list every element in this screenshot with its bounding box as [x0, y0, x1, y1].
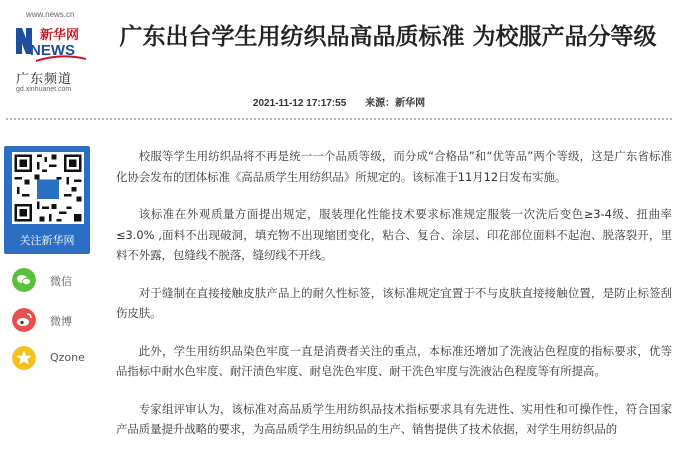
qzone-star-icon	[12, 346, 36, 370]
publish-datetime: 2021-11-12 17:17:55	[252, 98, 347, 109]
qr-code	[12, 152, 84, 224]
logo-brand-en: NEWS	[30, 42, 75, 59]
logo-url: www.news.cn	[26, 10, 75, 19]
follow-caption: 关注新华网	[19, 234, 75, 247]
qr-code-icon	[12, 152, 84, 224]
article-source: 来源：新华网	[365, 98, 426, 109]
header-divider	[6, 118, 672, 120]
wechat-icon	[12, 268, 36, 292]
logo-brand-cn: 新华网	[40, 28, 80, 43]
article-paragraph: 专家组评审认为，该标准对高品质学生用纺织品技术指标要求具有先进性、实用性和可操作性，符合国家产品质量提升战略的要求，为高品质学生用纺织品的生产、销售提供了技术依据，对学生用纺织品的	[116, 401, 672, 436]
article-paragraph: 此外，学生用纺织品染色牢度一直是消费者关注的重点，本标准还增加了洗液沾色程度的指标要求，优等品指标中耐水色牢度、耐汗渍色牢度、耐皂洗色牢度、耐干洗色牢度与洗液沾色程度等有所提高。	[116, 343, 672, 378]
share-qzone-button[interactable]	[12, 346, 102, 374]
channel-name: 广东频道	[16, 72, 73, 87]
logo-swoosh-icon	[36, 55, 86, 63]
article-title: 广东出台学生用纺织品高品质标准 为校服产品分等级	[119, 24, 657, 50]
article-paragraph: 对于缝制在直接接触皮肤产品上的耐久性标签，该标准规定宜置于不与皮肤直接接触位置，是防止标签刮伤皮肤。	[116, 285, 672, 320]
article-paragraph: 校服等学生用纺织品将不再是统一一个品质等级，而分成“合格品”和“优等品”两个等级，这是广东省标准化协会发布的团体标准《高品质学生用纺织品》所规定的。该标准于11月12日发布实施。	[116, 149, 672, 184]
article-meta	[0, 94, 678, 109]
share-weibo-button[interactable]	[12, 308, 102, 336]
share-wechat-label: 微信	[50, 275, 72, 288]
share-weibo-label: 微博	[50, 315, 72, 328]
channel-domain: gd.xinhuanet.com	[16, 86, 72, 93]
article-body	[116, 146, 672, 457]
follow-qr-panel[interactable]	[4, 146, 90, 254]
article-paragraph: 该标准在外观质量方面提出规定，服装理化性能技术要求标准规定服装一次洗后变色≥3-4级、扭曲率≤3.0% ,面料不出现破洞，填充物不出现缩团变化，粘合、复合、涂层、印花部位面料不起泡、脱落裂开，里料不外露，包缝线不脱落，缝纫线不开线。	[116, 207, 672, 262]
share-wechat-button[interactable]	[12, 268, 102, 296]
xinhua-logo[interactable]	[6, 6, 98, 94]
weibo-icon	[12, 308, 36, 332]
share-qzone-label: Qzone	[50, 351, 85, 364]
